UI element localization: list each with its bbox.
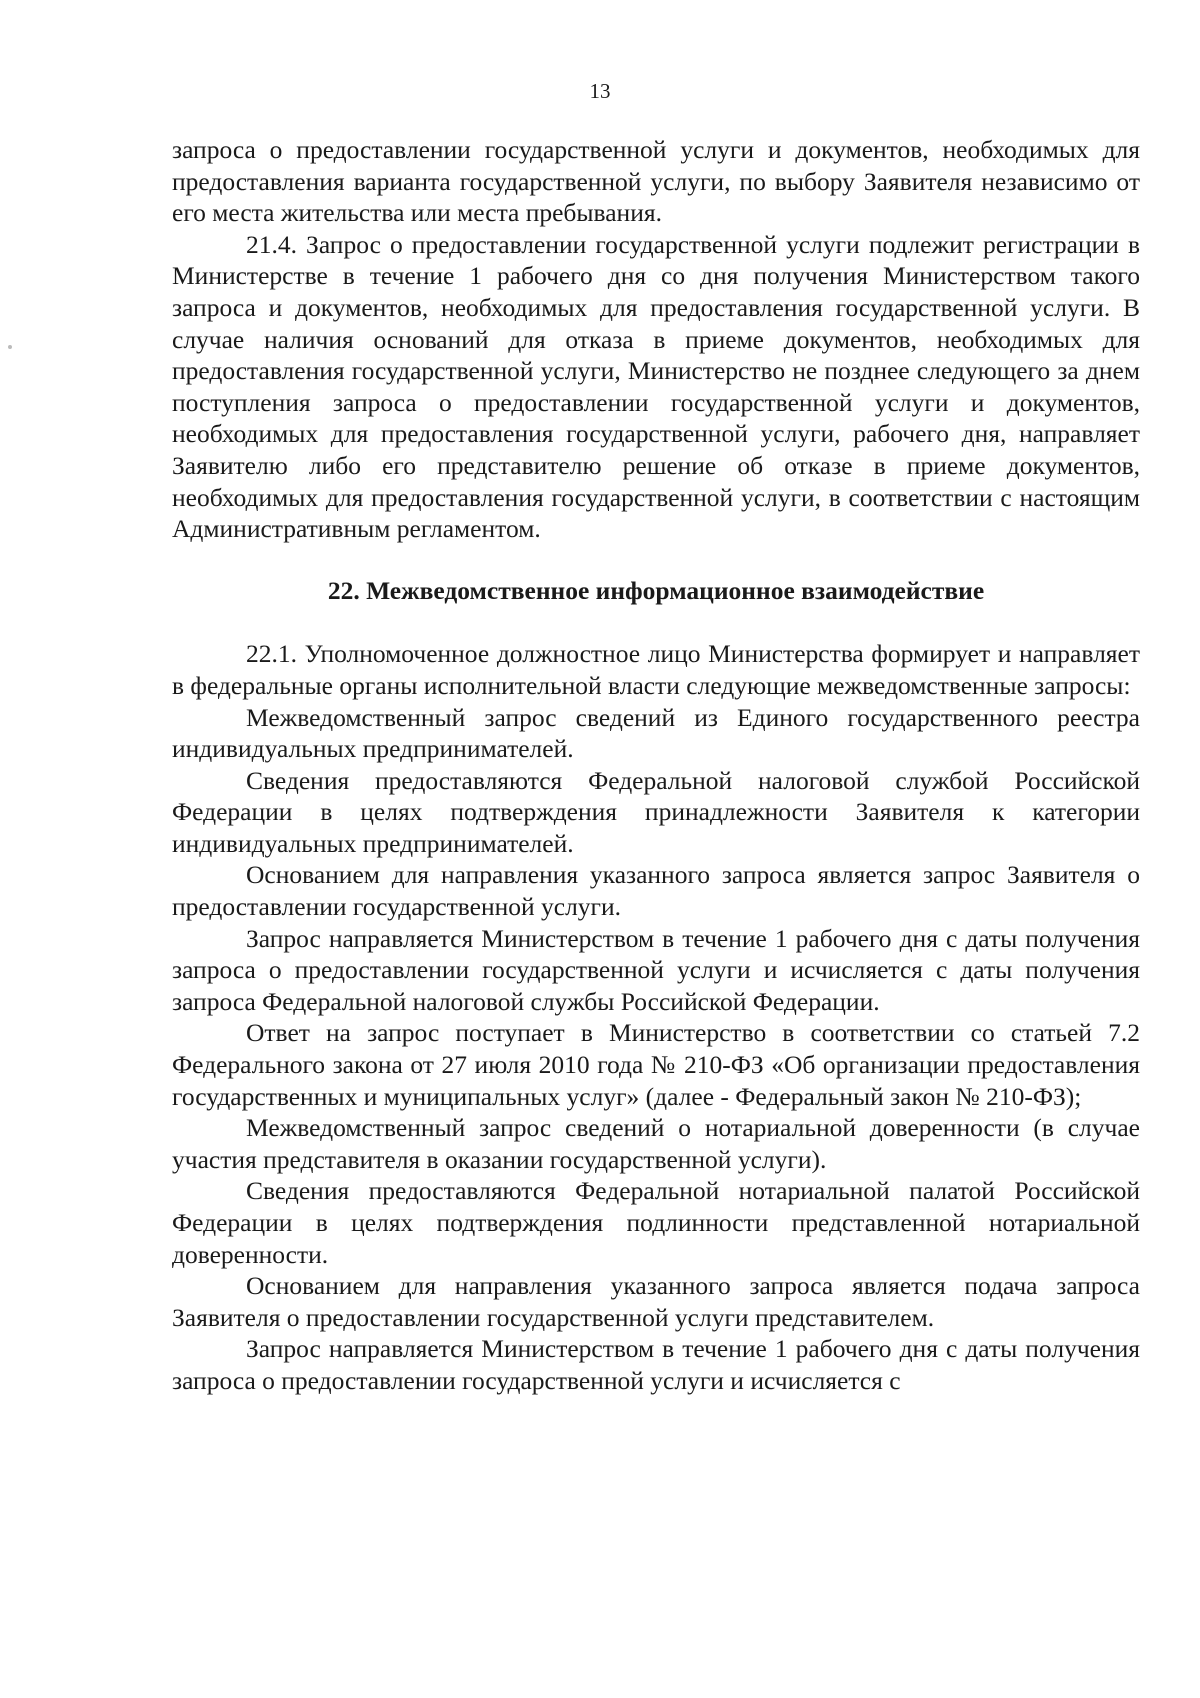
scan-speck bbox=[8, 345, 12, 349]
paragraph: Сведения предоставляются Федеральной нотариальной палатой Российской Федерации в целях подтверждения подлинности представленной нотариальной доверенности. bbox=[172, 1176, 1140, 1269]
paragraph: Запрос направляется Министерством в течение 1 рабочего дня с даты получения запроса о предоставлении государственной услуги и исчисляется с даты получения запроса Федеральной налоговой службы Российской Федерации. bbox=[172, 923, 1140, 1016]
paragraph: 21.4. Запрос о предоставлении государственной услуги подлежит регистрации в Министерстве в течение 1 рабочего дня со дня получения Министерством такого запроса и документов, необходимых для предоставления государственной услуги. В случае наличия оснований для отказа в приеме документов, необходимых для предоставления государственной услуги, Министерство не позднее следующего за днем поступления запроса о предоставлении государственной услуги и документов, необходимых для предоставления государственной услуги, рабочего дня, направляет Заявителю либо его представителю решение об отказе в приеме документов, необходимых для предоставления государственной услуги, в соответствии с настоящим Административным регламентом. bbox=[172, 229, 1140, 544]
paragraph: Запрос направляется Министерством в течение 1 рабочего дня с даты получения запроса о предоставлении государственной услуги и исчисляется с bbox=[172, 1334, 1140, 1395]
paragraph: Межведомственный запрос сведений из Единого государственного реестра индивидуальных предпринимателей. bbox=[172, 702, 1140, 764]
paragraph: Основанием для направления указанного запроса является подача запроса Заявителя о предоставлении государственной услуги представителем. bbox=[172, 1271, 1140, 1332]
section-heading: 22. Межведомственное информационное взаимодействие bbox=[327, 575, 985, 605]
paragraphs-top bbox=[172, 134, 1140, 545]
document-body bbox=[172, 134, 1140, 1397]
paragraph: 22.1. Уполномоченное должностное лицо Министерства формирует и направляет в федеральные органы исполнительной власти следующие межведомственные запросы: bbox=[172, 639, 1140, 700]
paragraph: Межведомственный запрос сведений о нотариальной доверенности (в случае участия представителя в оказании государственной услуги). bbox=[172, 1113, 1140, 1174]
paragraphs-bottom bbox=[172, 638, 1140, 1396]
paragraph: Ответ на запрос поступает в Министерство в соответствии со статьей 7.2 Федерального закона от 27 июля 2010 года № 210-ФЗ «Об организации предоставления государственных и муниципальных услуг» (далее - Федеральный закон № 210-ФЗ); bbox=[172, 1018, 1140, 1111]
paragraph: запроса о предоставлении государственной услуги и документов, необходимых для предоставления варианта государственной услуги, по выбору Заявителя независимо от его места жительства или места пребывания. bbox=[172, 135, 1140, 228]
page-number: 13 bbox=[589, 79, 611, 103]
paragraph: Основанием для направления указанного запроса является запрос Заявителя о предоставлении государственной услуги. bbox=[172, 860, 1140, 922]
paragraph: Сведения предоставляются Федеральной налоговой службой Российской Федерации в целях подтверждения принадлежности Заявителя к категории индивидуальных предпринимателей. bbox=[172, 765, 1140, 858]
